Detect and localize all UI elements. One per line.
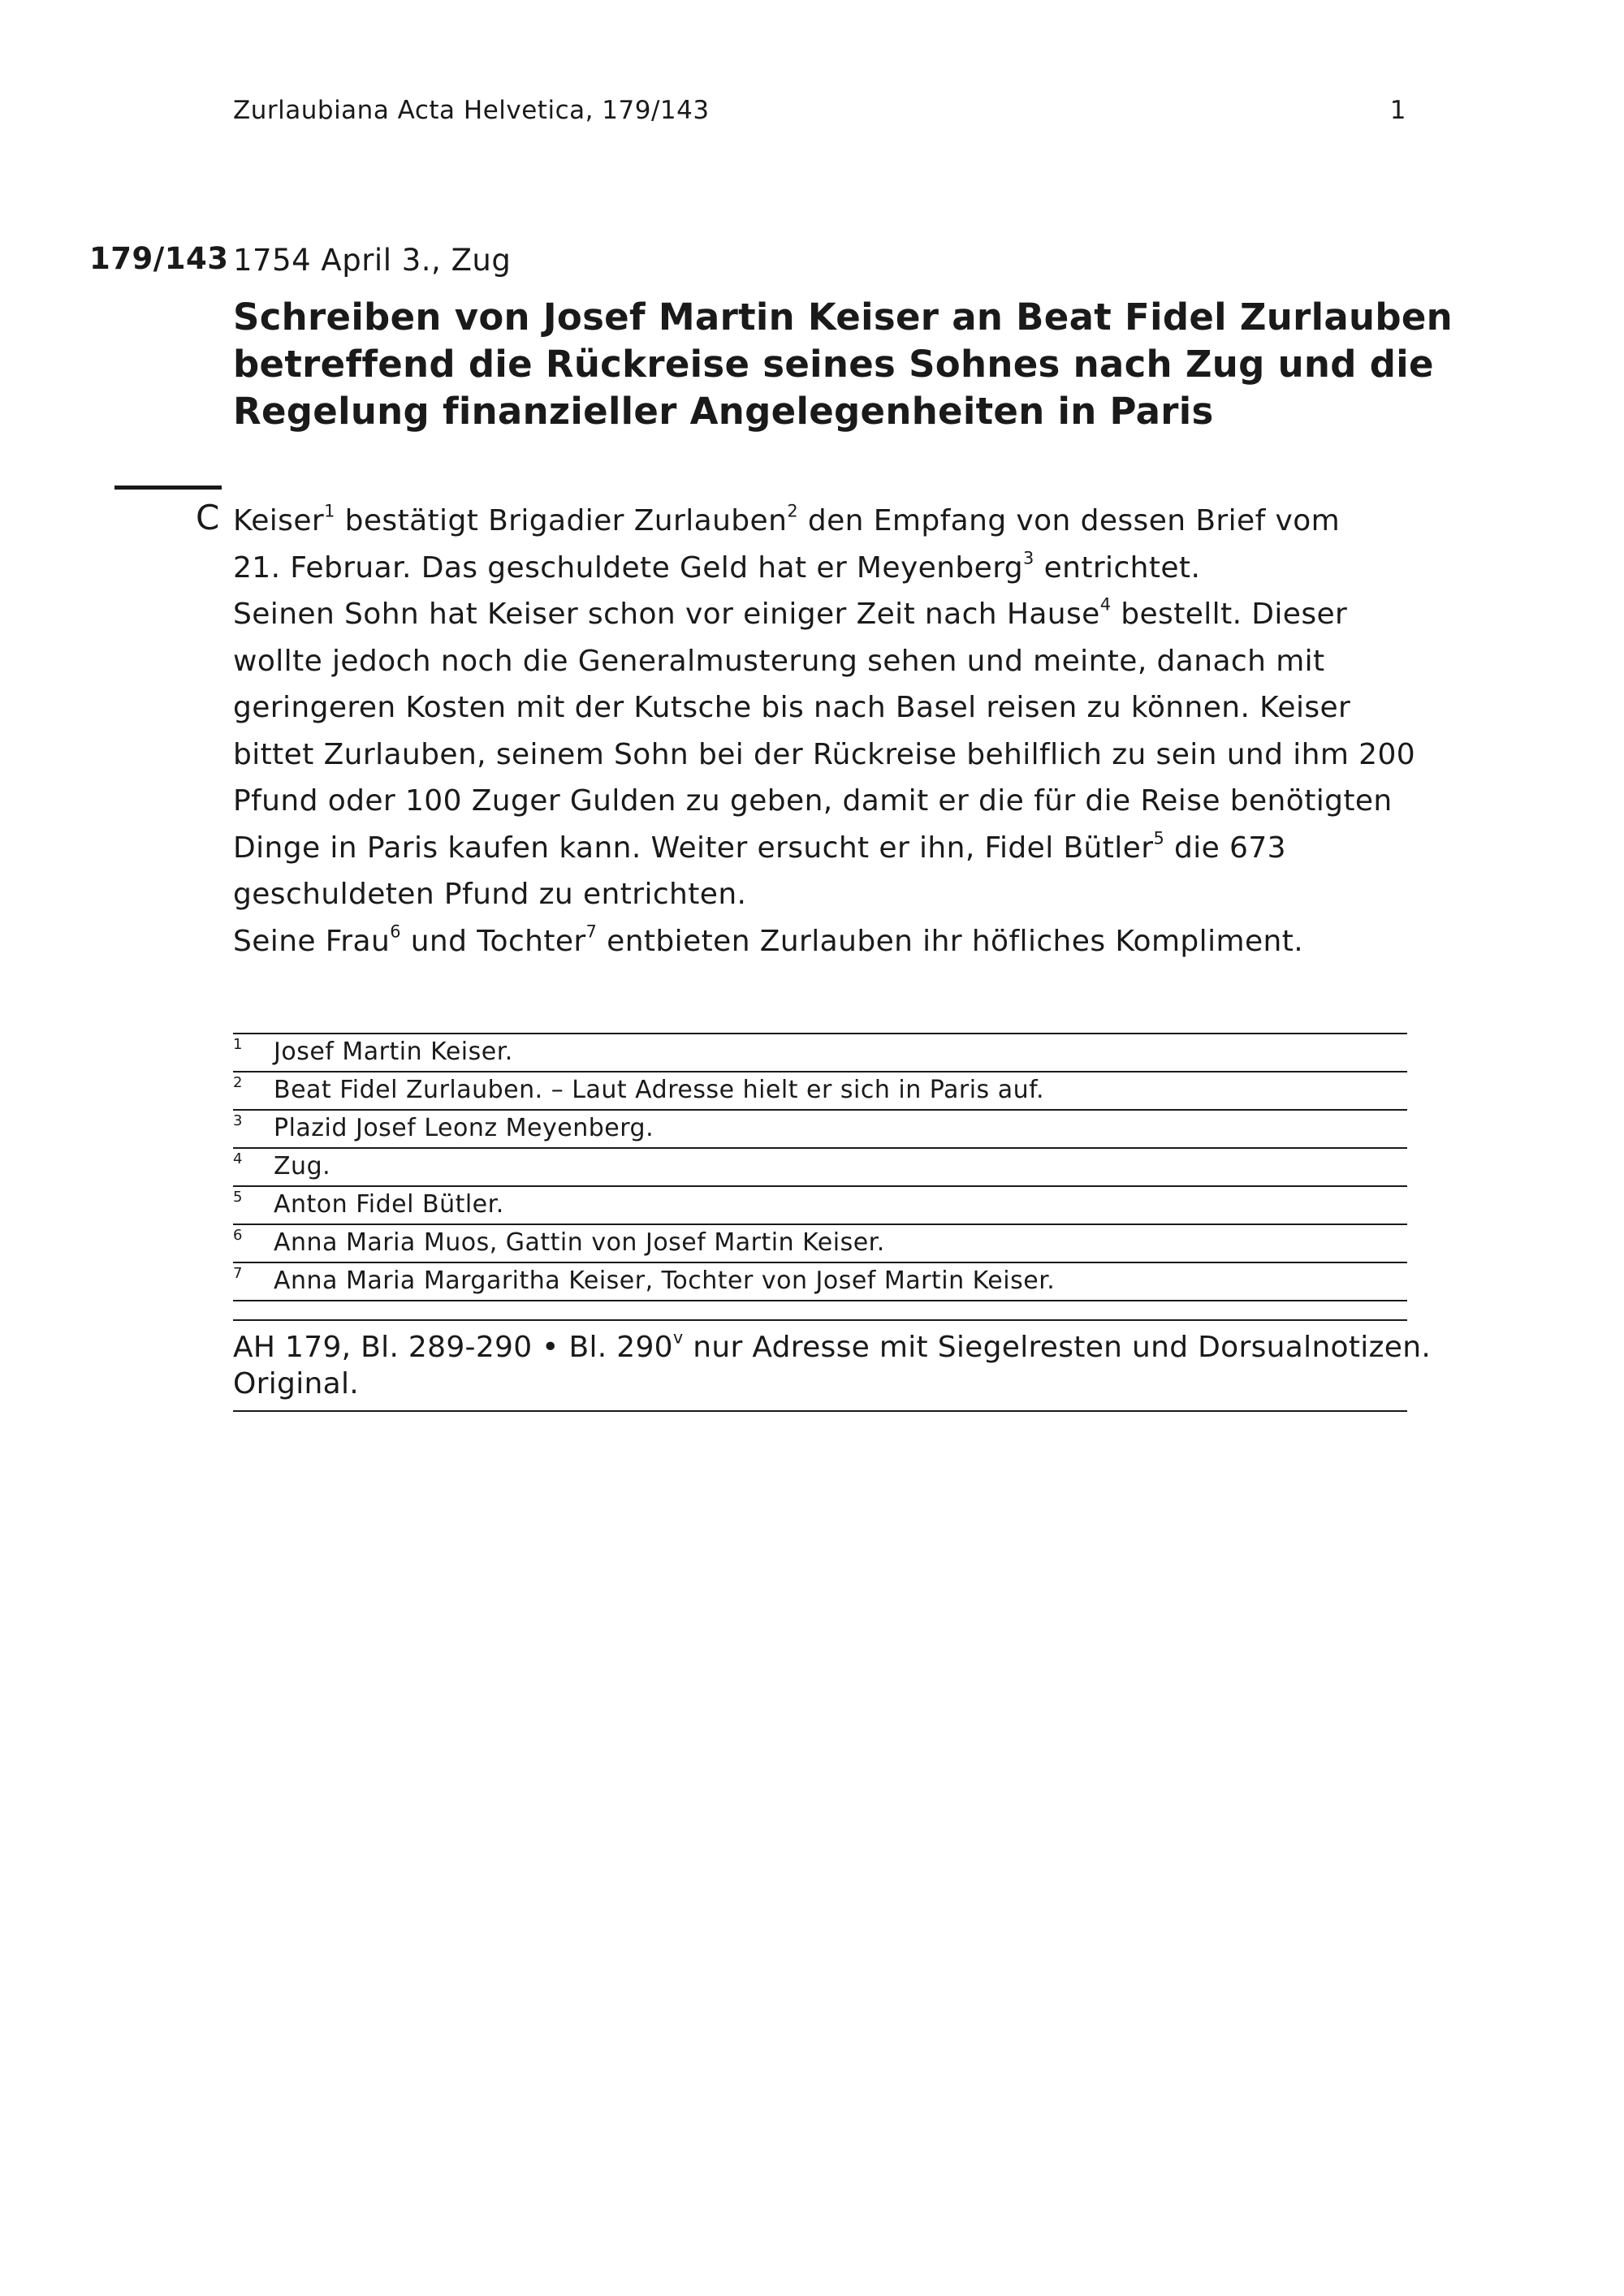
summary-line: Pfund oder 100 Zuger Gulden zu geben, damit er die für die Reise benötigten [233, 784, 1393, 818]
summary-line: geringeren Kosten mit der Kutsche bis nach Basel reisen zu können. Keiser [233, 691, 1351, 724]
footnote-number: 1 [233, 1036, 243, 1053]
footnote-ref[interactable]: 4 [1099, 594, 1112, 615]
verso-mark: v [672, 1327, 684, 1348]
summary-line: Seine Frau$^6$ und Tochter$^7$ entbieten Zurlauben ihr höfliches Kompliment. [233, 921, 1304, 958]
footnote-ref[interactable]: 3 [1023, 547, 1034, 568]
running-title: Zurlaubiana Acta Helvetica, 179/143 [233, 96, 710, 125]
footnote-row [233, 1072, 1407, 1111]
footnote-ref[interactable]: 1 [324, 501, 335, 521]
footnote-text: Plazid Josef Leonz Meyenberg. [274, 1114, 654, 1142]
summary-text [233, 498, 1419, 965]
footnote-text: Anton Fidel Bütler. [274, 1190, 504, 1219]
document-title [233, 294, 1453, 435]
footnote-number: 7 [233, 1265, 243, 1282]
source-line: AH 179, Bl. 289-290 • Bl. 290$^v$ nur Adresse mit Siegelresten und Dorsualnotizen. [233, 1327, 1432, 1364]
footnote-number: 3 [233, 1112, 243, 1129]
footnote-text: Anna Maria Muos, Gattin von Josef Martin Keiser. [274, 1228, 885, 1257]
footnote-ref[interactable]: 7 [585, 921, 598, 941]
source-note [233, 1319, 1432, 1412]
summary-line: Seinen Sohn hat Keiser schon vor einiger Zeit nach Hause$^4$ bestellt. Dieser [233, 594, 1348, 631]
footnote-row [233, 1111, 1407, 1149]
footnote-number: 6 [233, 1227, 243, 1244]
footnote-ref[interactable]: 6 [390, 921, 401, 941]
summary-line: Keiser$^1$ bestätigt Brigadier Zurlauben$^2$ den Empfang von dessen Brief vom [233, 501, 1341, 537]
summary-line: bittet Zurlauben, seinem Sohn bei der Rückreise behilflich zu sein und ihm 200 [233, 737, 1416, 771]
date-place: 1754 April 3., Zug [233, 243, 512, 278]
page-number: 1 [1389, 96, 1406, 125]
margin-rule [114, 486, 222, 490]
footnote-ref[interactable]: 5 [1153, 827, 1165, 848]
document-number: 179/143 [89, 241, 229, 276]
source-line: Original. [233, 1367, 360, 1400]
summary-line: wollte jedoch noch die Generalmusterung sehen und meinte, danach mit [233, 644, 1325, 678]
footnote-row [233, 1149, 1407, 1187]
title-line: Regelung finanzieller Angelegenheiten in Paris [233, 390, 1214, 433]
footnote-text: Zug. [274, 1152, 331, 1180]
footnote-row [233, 1263, 1407, 1301]
summary-line: Dinge in Paris kaufen kann. Weiter ersucht er ihn, Fidel Bütler$^5$ die 673 [233, 827, 1286, 865]
running-header [233, 96, 1406, 125]
title-line: Schreiben von Josef Martin Keiser an Beat Fidel Zurlauben [233, 296, 1453, 339]
source-type-marker: C [196, 498, 220, 537]
summary-line: 21. Februar. Das geschuldete Geld hat er Meyenberg$^3$ entrichtet. [233, 547, 1201, 585]
summary-line: geschuldeten Pfund zu entrichten. [233, 878, 747, 911]
footnote-row [233, 1187, 1407, 1225]
footnote-ref[interactable]: 2 [787, 501, 798, 521]
footnote-row [233, 1034, 1407, 1072]
footnote-text: Beat Fidel Zurlauben. – Laut Adresse hielt er sich in Paris auf. [274, 1076, 1045, 1104]
title-line: betreffend die Rückreise seines Sohnes nach Zug und die [233, 343, 1434, 386]
footnote-number: 4 [233, 1150, 243, 1167]
footnote-text: Josef Martin Keiser. [274, 1038, 513, 1066]
footnote-text: Anna Maria Margaritha Keiser, Tochter von Josef Martin Keiser. [274, 1267, 1056, 1295]
footnote-row [233, 1225, 1407, 1263]
footnote-number: 5 [233, 1189, 243, 1206]
footnotes-list [233, 1033, 1407, 1301]
footnote-number: 2 [233, 1074, 243, 1091]
